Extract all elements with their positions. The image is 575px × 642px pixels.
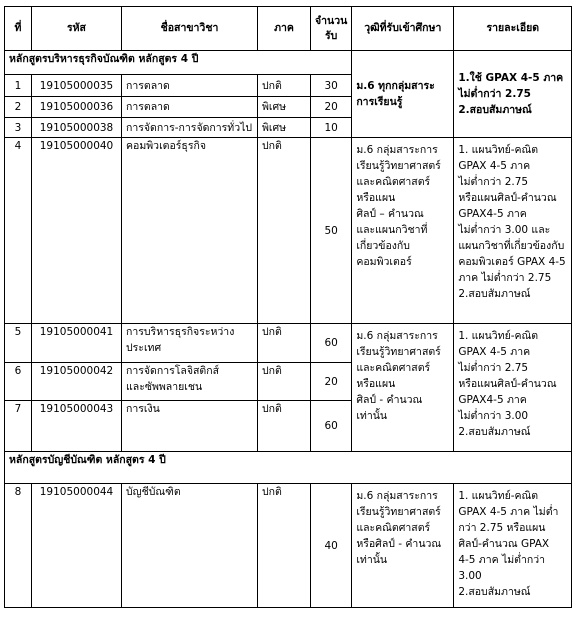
cell-term: พิเศษ (258, 97, 311, 118)
cell-name: การบริหารธุรกิจระหว่าง ประเทศ (122, 324, 258, 363)
cell-name: คอมพิวเตอร์ธุรกิจ (122, 138, 258, 324)
header-no: ที่ (5, 7, 32, 51)
table-body (5, 51, 572, 608)
cell-name: บัญชีบัณฑิต (122, 484, 258, 608)
table-row (5, 138, 572, 324)
cell-capacity: 20 (311, 363, 352, 401)
cell-no: 8 (5, 484, 32, 608)
details-cell: 1. แผนวิทย์-คณิต GPAX 4-5 ภาค ไม่ต่ำกว่า 2.75 หรือแผนศิลป์-คำนวณ GPAX4-5 ภาค ไม่ต่ำกว่า 3.00 และ แผนกวิชาที่เกี่ยวข้องกับ คอมพิวเตอร์ GPAX 4-5 ภาค ไม่ต่ำกว่า 2.75 2.สอบสัมภาษณ์ (454, 138, 572, 324)
cell-code: 19105000042 (32, 363, 122, 401)
cell-no: 4 (5, 138, 32, 324)
cell-term: ปกติ (258, 484, 311, 608)
cell-no: 5 (5, 324, 32, 363)
cell-capacity: 40 (311, 484, 352, 608)
cell-capacity: 30 (311, 75, 352, 97)
cell-term: ปกติ (258, 401, 311, 452)
cell-name: การตลาด (122, 97, 258, 118)
cell-code: 19105000043 (32, 401, 122, 452)
cell-term: ปกติ (258, 363, 311, 401)
cell-code: 19105000036 (32, 97, 122, 118)
qualification-cell: ม.6 กลุ่มสาระการ เรียนรู้วิทยาศาสตร์ และคณิตศาสตร์ หรือแผน ศิลป์ - คำนวณ เท่านั้น (352, 324, 454, 452)
cell-name: การจัดการ-การจัดการทั่วไป (122, 118, 258, 138)
cell-term: พิเศษ (258, 118, 311, 138)
cell-code: 19105000035 (32, 75, 122, 97)
section-row (5, 51, 572, 75)
table-row (5, 324, 572, 363)
section-title: หลักสูตรบริหารธุรกิจบัณฑิต หลักสูตร 4 ปี (5, 51, 352, 75)
section-title: หลักสูตรบัญชีบัณฑิต หลักสูตร 4 ปี (5, 452, 572, 484)
qualification-cell: ม.6 กลุ่มสาระการ เรียนรู้วิทยาศาสตร์ และคณิตศาสตร์ หรือแผน ศิลป์ – คำนวณ และแผนกวิชาที่ เกี่ยวข้องกับ คอมพิวเตอร์ (352, 138, 454, 324)
header-capacity: จำนวน รับ (311, 7, 352, 51)
qualification-cell: ม.6 กลุ่มสาระการ เรียนรู้วิทยาศาสตร์ และคณิตศาสตร์ หรือศิลป์ - คำนวณ เท่านั้น (352, 484, 454, 608)
details-cell: 1. แผนวิทย์-คณิต GPAX 4-5 ภาค ไม่ต่ำ กว่า 2.75 หรือแผน ศิลป์-คำนวณ GPAX 4-5 ภาค ไม่ต่ำกว่า 3.00 2.สอบสัมภาษณ์ (454, 484, 572, 608)
cell-name: การจัดการโลจิสติกส์ และซัพพลายเชน (122, 363, 258, 401)
cell-capacity: 20 (311, 97, 352, 118)
details-cell: 1. แผนวิทย์-คณิต GPAX 4-5 ภาค ไม่ต่ำกว่า 2.75 หรือแผนศิลป์-คำนวณ GPAX4-5 ภาค ไม่ต่ำกว่า 3.00 2.สอบสัมภาษณ์ (454, 324, 572, 452)
cell-code: 19105000040 (32, 138, 122, 324)
header-code: รหัส (32, 7, 122, 51)
details-cell: 1.ใช้ GPAX 4-5 ภาค ไม่ต่ำกว่า 2.75 2.สอบสัมภาษณ์ (454, 51, 572, 138)
cell-name: การเงิน (122, 401, 258, 452)
cell-code: 19105000038 (32, 118, 122, 138)
section-row (5, 452, 572, 484)
cell-term: ปกติ (258, 138, 311, 324)
cell-capacity: 60 (311, 324, 352, 363)
header-term: ภาค (258, 7, 311, 51)
qualification-cell: ม.6 ทุกกลุ่มสาระ การเรียนรู้ (352, 51, 454, 138)
admission-table (4, 6, 572, 608)
header-name: ชื่อสาขาวิชา (122, 7, 258, 51)
cell-capacity: 10 (311, 118, 352, 138)
table-row (5, 484, 572, 608)
cell-no: 6 (5, 363, 32, 401)
header-details: รายละเอียด (454, 7, 572, 51)
cell-no: 3 (5, 118, 32, 138)
cell-code: 19105000041 (32, 324, 122, 363)
cell-term: ปกติ (258, 324, 311, 363)
cell-no: 1 (5, 75, 32, 97)
cell-no: 2 (5, 97, 32, 118)
header-qualification: วุฒิที่รับเข้าศึกษา (352, 7, 454, 51)
cell-no: 7 (5, 401, 32, 452)
cell-capacity: 60 (311, 401, 352, 452)
cell-capacity: 50 (311, 138, 352, 324)
cell-term: ปกติ (258, 75, 311, 97)
cell-code: 19105000044 (32, 484, 122, 608)
cell-name: การตลาด (122, 75, 258, 97)
